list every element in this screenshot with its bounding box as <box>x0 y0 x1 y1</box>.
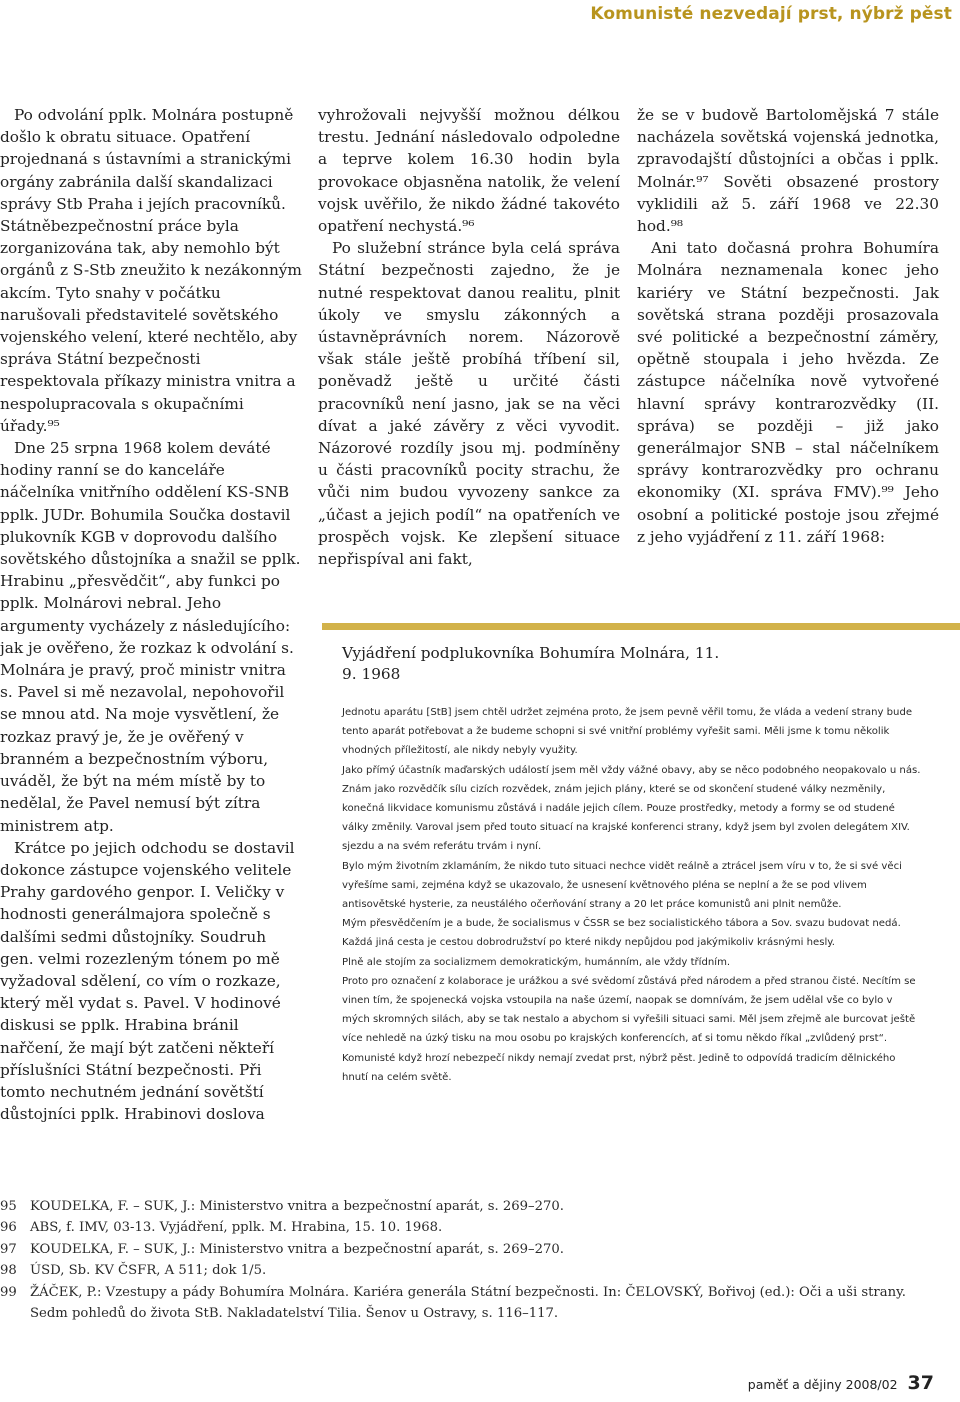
footnote-text: ABS, f. IMV, 03-13. Vyjádření, pplk. M. Hrabina, 15. 10. 1968. <box>30 1220 443 1236</box>
footnote-text: ŽÁČEK, P.: Vzestupy a pády Bohumíra Molnára. Kariéra generála Státní bezpečnosti. In: ČELOVSKÝ, Bořivoj (ed.): Oči a uši strany. Sedm pohledů do života StB. Nakladatelství Tilia. Šenov u Ostravy, s. 116–117. <box>30 1284 906 1322</box>
sidebar-accent-bar <box>322 623 960 630</box>
footnote-text: KOUDELKA, F. – SUK, J.: Ministerstvo vnitra a bezpečnostní aparát, s. 269–270. <box>30 1241 564 1257</box>
footnote-text: ÚSD, Sb. KV ČSFR, A 511; dok 1/5. <box>30 1263 267 1279</box>
sidebar-title: Vyjádření podplukovníka Bohumíra Molnára, 11. 9. 1968 <box>342 644 720 683</box>
text-column-2 <box>318 104 620 570</box>
footnote-number: 96 <box>0 1220 17 1236</box>
sidebar-paragraph: Proto pro označení z kolaborace je urážkou a své svědomí zůstává před národem a před stranou čisté. Necítím se vinen tím, že spojenecká vojska vstoupila na naše území, naopak se domnívám, že jsem udělal vše co bylo v mých skromných silách, aby se tak nestalo a abychom si vyřešili situaci sami. Měl jsem zřejmě ale burcovat ještě více nehledě na úzký tisku na mou osobu po krajských konferencích, ať si tomu někdo říkal „zvlůdený prst“. Komunisté když hrozí nebezpečí nikdy nemají zvedat prst, nýbrž pěst. Jedině to odpovídá tradicím dělnického hnutí na celém světě. <box>342 975 916 1083</box>
sidebar-paragraph: Plně ale stojím za socializmem demokratickým, humánním, ale vždy třídním. <box>342 956 731 968</box>
sidebar-paragraph: Jako přímý účastník maďarských událostí jsem měl vždy vážné obavy, aby se něco podobného neopakovalo u nás. Znám jako rozvědčík sílu cizích rozvědek, znám jejich plány, které se od skončení studené války nezměnily, konečná likvidace komunismu zůstává i nadále jejich cílem. Pouze prostředky, metody a formy se od studené války změnily. Varoval jsem před touto situací na krajské konferenci strany, když jsem byl zvolen delegátem XIV. sjezdu a na svém referátu trvám i nyní. <box>342 764 921 853</box>
sidebar-body <box>342 703 922 1087</box>
paragraph: Ani tato dočasná prohra Bohumíra Molnára neznamenala konec jeho kariéry ve Státní bezpečnosti. Jak sovětská strana později prosazovala své politické a bezpečnostní záměry, opětně stoupala i jeho hvězda. Ze zástupce náčelníka nově vytvořené hlavní správy kontrarozvědky (II. správa) se později – již jako generálmajor SNB – stal náčelníkem správy kontrarozvědky pro ochranu ekonomiky (XI. správa FMV).⁹⁹ Jeho osobní a politické postoje jsou zřejmé z jeho vyjádření z 11. září 1968: <box>637 239 939 546</box>
footnote <box>0 1239 920 1260</box>
paragraph: Dne 25 srpna 1968 kolem deváté hodiny ranní se do kanceláře náčelníka vnitřního oddělení KS-SNB pplk. JUDr. Bohumila Součka dostavil plukovník KGB v doprovodu dalšího sovětského důstojníka a snažil se pplk. Hrabinu „přesvědčit“, aby funkci po pplk. Molnárovi nebral. Jeho argumenty vycházely z následujícího: jak je ověřeno, že rozkaz k odvolání s. Molnára je pravý, proč ministr vnitra s. Pavel si mě nezavolal, nepohovořil se mnou atd. Na moje vysvětlení, že rozkaz pravý je, že je ověřený v branném a bezpečnostním výboru, uváděl, že být na mém místě by to nedělal, že Pavel nemusí být zítra ministrem atp. <box>0 439 301 835</box>
footnote-number: 99 <box>0 1284 17 1300</box>
page-footer <box>748 1372 934 1394</box>
footnotes <box>0 1196 920 1324</box>
page-number: 37 <box>907 1372 934 1394</box>
footnote <box>0 1217 920 1238</box>
footnote-number: 98 <box>0 1263 17 1279</box>
footnote-number: 95 <box>0 1199 17 1214</box>
paragraph: Krátce po jejich odchodu se dostavil dokonce zástupce vojenského velitele Prahy gardového genpor. I. Veličky v hodnosti generálmajora společně s dalšími sedmi důstojníky. Soudruh gen. velmi rozezleným tónem po mě vyžadoval sdělení, co vím o rozkaze, který měl vydat s. Pavel. V hodinové diskusi se pplk. Hrabina bránil nařčení, že mají být zatčeni někteří příslušníci Státní bezpečnosti. Při tomto nechutném jednání sovětští důstojníci pplk. Hrabinovi doslova <box>0 838 295 1124</box>
footnote <box>0 1260 920 1281</box>
sidebar-paragraph: Mým přesvědčením je a bude, že socialismus v ČSSR se bez socialistického tábora a Sov. svazu budovat nedá. Každá jiná cesta je cestou dobrodružství po které nikdy nepůjdou pod jakýmikoliv krásnými hesly. <box>342 918 901 949</box>
running-title: Komunisté nezvedají prst, nýbrž pěst <box>590 4 952 24</box>
sidebar-paragraph: Jednotu aparátu [StB] jsem chtěl udržet zejména proto, že jsem pevně věřil tomu, že vláda a vedení strany bude tento aparát potřebovat a že budeme schopni si své vnitřní problémy vyřešit sami. Měli jsme k tomu několik vhodných příležitostí, ale nikdy nebyly využity. <box>342 707 913 757</box>
journal-name: paměť a dějiny 2008/02 <box>747 1377 898 1392</box>
paragraph: že se v budově Bartolomějská 7 stále nacházela sovětská vojenská jednotka, zpravodajští důstojníci a občas i pplk. Molnár.⁹⁷ Sověti obsazené prostory vyklidili až 5. září 1968 ve 22.30 hod.⁹⁸ <box>637 106 939 236</box>
paragraph: Po odvolání pplk. Molnára postupně došlo k obratu situace. Opatření projednaná s ústavními a stranickými orgány zabránila další skandalizaci správy Stb Praha i jejích pracovníků. Státněbezpečnostní práce byla zorganizována tak, aby nemohlo být orgánů z S-Stb zneužito k nezákonným akcím. Tyto snahy v počátku narušovali představitelé sovětského vojenského velení, které nechtělo, aby správa Státní bezpečnosti respektovala příkazy ministra vnitra a nespolupracovala s okupačními úřady.⁹⁵ <box>0 106 302 435</box>
paragraph: Po služební stránce byla celá správa Státní bezpečnosti zajedno, že je nutné respektovat danou realitu, plnit úkoly ve smyslu zákonných a ústavněprávních norem. Názorově však stále ještě probíhá tříbení sil, poněvadž ještě u určité části pracovníků není jasno, jak se na věci dívat a jaké závěry z věci vyvodit. Názorové rozdíly jsou mj. podmíněny u části pracovníků pocity strachu, že vůči nim budou vyvozeny sankce za „účast a jejich podíl“ na opatřeních ve prospěch vojsk. Ke zlepšení situace nepřispíval ani fakt, <box>318 239 620 569</box>
footnote-number: 97 <box>0 1241 17 1257</box>
paragraph: vyhrožovali nejvyšší možnou délkou trestu. Jednání následovalo odpoledne a teprve kolem 16.30 hodin byla provokace objasněna natolik, že velení vojsk uvěřilo, že nikdo žádné takovéto opatření nechystá.⁹⁶ <box>318 106 620 236</box>
running-header <box>590 0 952 28</box>
footnote-text: KOUDELKA, F. – SUK, J.: Ministerstvo vnitra a bezpečnostní aparát, s. 269–270. <box>30 1199 564 1214</box>
sidebar-paragraph: Bylo mým životním zklamáním, že nikdo tuto situaci nechce vidět reálně a ztrácel jsem víru v to, že si své věci vyřešíme sami, zejména když se ukazovalo, že usnesení květnového pléna se neplní a že se pod vlivem antisovětské hysterie, za neustálého očerňování strany a 20 let práce komunistů ani plnit nemůže. <box>342 860 902 911</box>
footnote <box>0 1282 920 1325</box>
text-column-1 <box>0 104 302 1125</box>
footnote <box>0 1196 920 1217</box>
text-column-3 <box>637 104 939 548</box>
